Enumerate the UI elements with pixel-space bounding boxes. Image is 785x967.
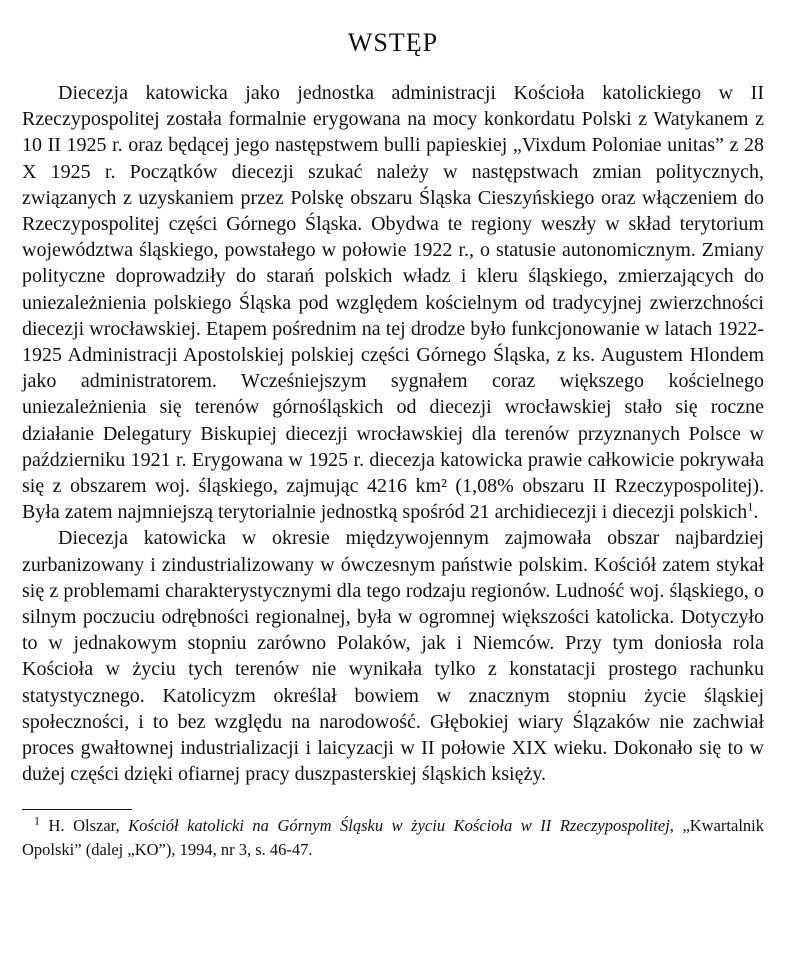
footnote-divider xyxy=(22,809,132,810)
paragraph-1-end: . xyxy=(753,501,759,524)
paragraph-2 xyxy=(22,525,764,787)
chapter-title: WSTĘP xyxy=(347,28,439,57)
footnote xyxy=(22,814,764,862)
paragraph-1-text: Diecezja katowicka jako jednostka administracji Kościoła katolickiego w II Rzeczypospolitej została formalnie erygowana na mocy konkordatu Polski z Watykanem z 10 II 1925 r. oraz będącej jego następstwem bulli papieskiej „Vixdum Poloniae unitas” z 28 X 1925 r. Początków diecezji szukać należy w następstwach zmian politycznych, związanych z uzyskaniem przez Polskę obszaru Śląska Cieszyńskiego oraz włączeniem do Rzeczypospolitej części Górnego Śląska. Obydwa te regiony weszły w skład terytorium województwa śląskiego, powstałego w połowie 1922 r., o statusie autonomicznym. Zmiany polityczne doprowadziły do starań polskich władz i kleru śląskiego, zmierzających do uniezależnienia polskiego Śląska pod względem kościelnym od tradycyjnej zwierzchności diecezji wrocławskiej. Etapem pośrednim na tej drodze było funkcjonowanie w latach 1922-1925 Administracji Apostolskiej polskiej części Górnego Śląska, z ks. Augustem Hlondem jako administratorem. Wcześniejszym sygnałem coraz większego kościelnego uniezależnienia się terenów górnośląskich od diecezji wrocławskiej stało się roczne działanie Delegatury Biskupiej diecezji wrocławskiej dla terenów przyznanych Polsce w październiku 1921 r. Erygowana w 1925 r. diecezja katowicka prawie całkowicie pokrywała się z obszarem woj. śląskiego, zajmując 4216 km² (1,08% obszaru II Rzeczypospolitej). Była zatem najmniejszą terytorialnie jednostką spośród 21 archidiecezji i diecezji polskich xyxy=(22,82,764,524)
paragraph-1 xyxy=(22,80,764,525)
footnote-title: Kościół katolicki na Górnym Śląsku w życiu Kościoła w II Rzeczypospolitej xyxy=(128,816,670,836)
page xyxy=(22,28,764,862)
footnote-reference: 1 xyxy=(747,499,754,514)
footnote-rest: , „Kwartalnik Opolski” (dalej „KO”), 1994, nr 3, s. 46-47. xyxy=(22,816,764,860)
footnote-number: 1 xyxy=(34,813,40,828)
footnote-author: H. Olszar, xyxy=(48,816,120,836)
paragraph-2-text: Diecezja katowicka w okresie międzywojennym zajmowała obszar najbardziej zurbanizowany i zindustrializowany w ówczesnym państwie polskim. Kościół zatem stykał się z problemami charakterystycznymi dla tego rodzaju regionów. Ludność woj. śląskiego, o silnym poczuciu odrębności regionalnej, była w ogromnej większości katolicka. Dotyczyło to w jednakowym stopniu zarówno Polaków, jak i Niemców. Przy tym doniosła rola Kościoła w życiu tych terenów nie wynikała tylko z konstatacji prostego rachunku statystycznego. Katolicyzm określał bowiem w znacznym stopniu życie śląskiej społeczności, i to bez względu na narodowość. Głębokiej wiary Ślązaków nie zachwiał proces gwałtownej industrializacji i laicyzacji w II połowie XIX wieku. Dokonało się to w dużej części dzięki ofiarnej pracy duszpasterskiej śląskich księży. xyxy=(22,527,764,786)
